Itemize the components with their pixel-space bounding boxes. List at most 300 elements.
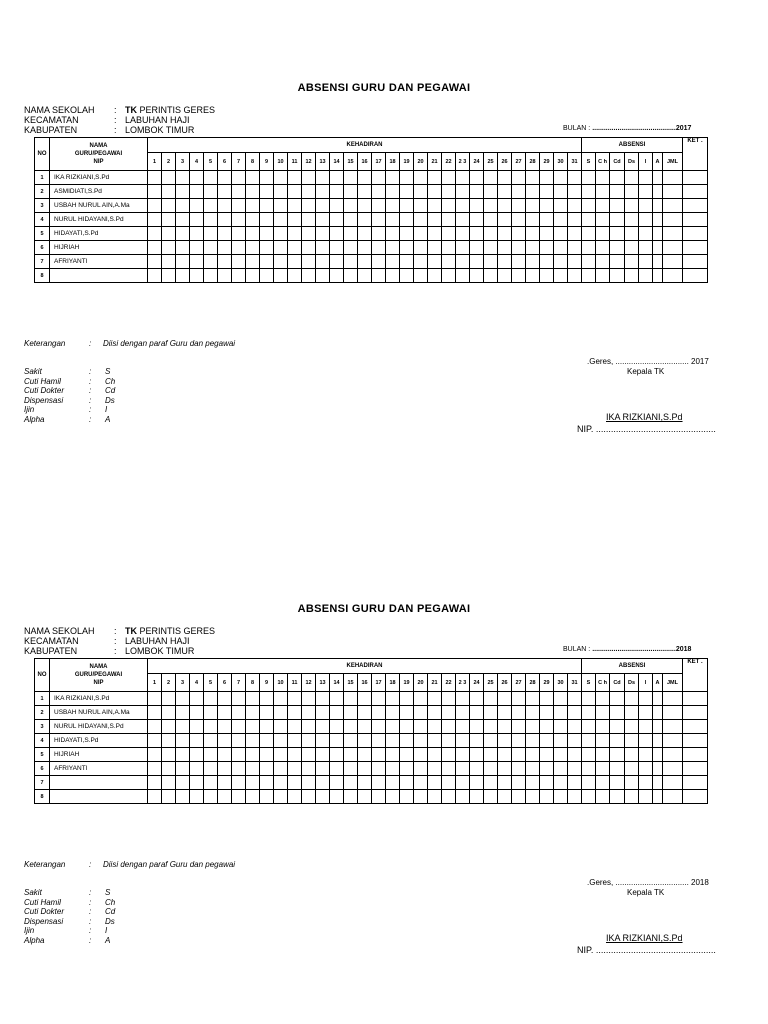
attendance-cell[interactable] xyxy=(470,255,484,269)
attendance-cell[interactable] xyxy=(400,213,414,227)
attendance-cell[interactable] xyxy=(162,748,176,762)
attendance-cell[interactable] xyxy=(344,720,358,734)
attendance-cell[interactable] xyxy=(470,227,484,241)
attendance-cell[interactable] xyxy=(344,185,358,199)
attendance-cell[interactable] xyxy=(428,255,442,269)
attendance-cell[interactable] xyxy=(625,706,639,720)
attendance-cell[interactable] xyxy=(190,241,204,255)
attendance-cell[interactable] xyxy=(344,776,358,790)
attendance-cell[interactable] xyxy=(414,692,428,706)
attendance-cell[interactable] xyxy=(218,171,232,185)
attendance-cell[interactable] xyxy=(540,706,554,720)
attendance-cell[interactable] xyxy=(302,227,316,241)
attendance-cell[interactable] xyxy=(526,185,540,199)
attendance-cell[interactable] xyxy=(372,790,386,804)
attendance-cell[interactable] xyxy=(316,692,330,706)
attendance-cell[interactable] xyxy=(372,734,386,748)
attendance-cell[interactable] xyxy=(302,213,316,227)
attendance-cell[interactable] xyxy=(554,227,568,241)
attendance-cell[interactable] xyxy=(456,171,470,185)
attendance-cell[interactable] xyxy=(554,241,568,255)
attendance-cell[interactable] xyxy=(176,706,190,720)
attendance-cell[interactable] xyxy=(442,185,456,199)
attendance-cell[interactable] xyxy=(526,255,540,269)
attendance-cell[interactable] xyxy=(683,171,708,185)
attendance-cell[interactable] xyxy=(414,227,428,241)
attendance-cell[interactable] xyxy=(372,706,386,720)
attendance-cell[interactable] xyxy=(554,213,568,227)
attendance-cell[interactable] xyxy=(456,734,470,748)
attendance-cell[interactable] xyxy=(428,762,442,776)
attendance-cell[interactable] xyxy=(148,241,162,255)
attendance-cell[interactable] xyxy=(484,227,498,241)
attendance-cell[interactable] xyxy=(358,269,372,283)
attendance-cell[interactable] xyxy=(344,255,358,269)
attendance-cell[interactable] xyxy=(274,185,288,199)
attendance-cell[interactable] xyxy=(498,171,512,185)
attendance-cell[interactable] xyxy=(568,255,582,269)
attendance-cell[interactable] xyxy=(162,255,176,269)
attendance-cell[interactable] xyxy=(663,171,683,185)
attendance-cell[interactable] xyxy=(568,213,582,227)
attendance-cell[interactable] xyxy=(344,748,358,762)
attendance-cell[interactable] xyxy=(218,269,232,283)
attendance-cell[interactable] xyxy=(498,692,512,706)
attendance-cell[interactable] xyxy=(344,227,358,241)
attendance-cell[interactable] xyxy=(470,171,484,185)
attendance-cell[interactable] xyxy=(414,776,428,790)
attendance-cell[interactable] xyxy=(498,776,512,790)
attendance-cell[interactable] xyxy=(260,748,274,762)
attendance-cell[interactable] xyxy=(526,241,540,255)
attendance-cell[interactable] xyxy=(526,748,540,762)
attendance-cell[interactable] xyxy=(498,790,512,804)
attendance-cell[interactable] xyxy=(260,241,274,255)
attendance-cell[interactable] xyxy=(358,199,372,213)
attendance-cell[interactable] xyxy=(316,255,330,269)
attendance-cell[interactable] xyxy=(540,762,554,776)
attendance-cell[interactable] xyxy=(442,171,456,185)
attendance-cell[interactable] xyxy=(260,706,274,720)
attendance-cell[interactable] xyxy=(610,706,625,720)
attendance-cell[interactable] xyxy=(414,720,428,734)
attendance-cell[interactable] xyxy=(246,762,260,776)
attendance-cell[interactable] xyxy=(358,776,372,790)
attendance-cell[interactable] xyxy=(316,199,330,213)
attendance-cell[interactable] xyxy=(442,734,456,748)
attendance-cell[interactable] xyxy=(274,255,288,269)
attendance-cell[interactable] xyxy=(288,213,302,227)
attendance-cell[interactable] xyxy=(470,748,484,762)
attendance-cell[interactable] xyxy=(176,269,190,283)
attendance-cell[interactable] xyxy=(176,748,190,762)
attendance-cell[interactable] xyxy=(442,269,456,283)
attendance-cell[interactable] xyxy=(498,227,512,241)
attendance-cell[interactable] xyxy=(554,734,568,748)
attendance-cell[interactable] xyxy=(582,213,596,227)
attendance-cell[interactable] xyxy=(176,241,190,255)
attendance-cell[interactable] xyxy=(204,241,218,255)
attendance-cell[interactable] xyxy=(372,199,386,213)
attendance-cell[interactable] xyxy=(610,776,625,790)
attendance-cell[interactable] xyxy=(683,790,708,804)
attendance-cell[interactable] xyxy=(204,776,218,790)
attendance-cell[interactable] xyxy=(260,790,274,804)
attendance-cell[interactable] xyxy=(260,255,274,269)
attendance-cell[interactable] xyxy=(414,199,428,213)
attendance-cell[interactable] xyxy=(316,720,330,734)
attendance-cell[interactable] xyxy=(190,199,204,213)
attendance-cell[interactable] xyxy=(456,706,470,720)
attendance-cell[interactable] xyxy=(442,241,456,255)
attendance-cell[interactable] xyxy=(653,734,663,748)
attendance-cell[interactable] xyxy=(663,269,683,283)
attendance-cell[interactable] xyxy=(148,213,162,227)
attendance-cell[interactable] xyxy=(414,241,428,255)
attendance-cell[interactable] xyxy=(512,790,526,804)
attendance-cell[interactable] xyxy=(288,706,302,720)
attendance-cell[interactable] xyxy=(232,227,246,241)
attendance-cell[interactable] xyxy=(344,692,358,706)
attendance-cell[interactable] xyxy=(176,734,190,748)
attendance-cell[interactable] xyxy=(456,227,470,241)
attendance-cell[interactable] xyxy=(176,790,190,804)
attendance-cell[interactable] xyxy=(663,241,683,255)
attendance-cell[interactable] xyxy=(498,734,512,748)
attendance-cell[interactable] xyxy=(176,213,190,227)
attendance-cell[interactable] xyxy=(274,692,288,706)
attendance-cell[interactable] xyxy=(512,776,526,790)
attendance-cell[interactable] xyxy=(456,241,470,255)
attendance-cell[interactable] xyxy=(582,227,596,241)
attendance-cell[interactable] xyxy=(246,734,260,748)
attendance-cell[interactable] xyxy=(302,720,316,734)
attendance-cell[interactable] xyxy=(358,790,372,804)
attendance-cell[interactable] xyxy=(470,720,484,734)
attendance-cell[interactable] xyxy=(456,748,470,762)
attendance-cell[interactable] xyxy=(512,227,526,241)
attendance-cell[interactable] xyxy=(288,692,302,706)
attendance-cell[interactable] xyxy=(540,790,554,804)
attendance-cell[interactable] xyxy=(568,185,582,199)
attendance-cell[interactable] xyxy=(176,185,190,199)
attendance-cell[interactable] xyxy=(568,706,582,720)
attendance-cell[interactable] xyxy=(260,720,274,734)
attendance-cell[interactable] xyxy=(526,776,540,790)
attendance-cell[interactable] xyxy=(639,227,653,241)
attendance-cell[interactable] xyxy=(260,227,274,241)
attendance-cell[interactable] xyxy=(526,734,540,748)
attendance-cell[interactable] xyxy=(204,171,218,185)
attendance-cell[interactable] xyxy=(639,706,653,720)
attendance-cell[interactable] xyxy=(610,171,625,185)
attendance-cell[interactable] xyxy=(484,255,498,269)
attendance-cell[interactable] xyxy=(582,776,596,790)
attendance-cell[interactable] xyxy=(344,762,358,776)
attendance-cell[interactable] xyxy=(274,171,288,185)
attendance-cell[interactable] xyxy=(274,227,288,241)
attendance-cell[interactable] xyxy=(316,185,330,199)
attendance-cell[interactable] xyxy=(162,692,176,706)
attendance-cell[interactable] xyxy=(148,255,162,269)
attendance-cell[interactable] xyxy=(400,748,414,762)
attendance-cell[interactable] xyxy=(470,692,484,706)
attendance-cell[interactable] xyxy=(162,734,176,748)
attendance-cell[interactable] xyxy=(639,269,653,283)
attendance-cell[interactable] xyxy=(162,213,176,227)
attendance-cell[interactable] xyxy=(512,171,526,185)
attendance-cell[interactable] xyxy=(176,776,190,790)
attendance-cell[interactable] xyxy=(653,790,663,804)
attendance-cell[interactable] xyxy=(639,199,653,213)
attendance-cell[interactable] xyxy=(596,692,610,706)
attendance-cell[interactable] xyxy=(456,185,470,199)
attendance-cell[interactable] xyxy=(456,692,470,706)
attendance-cell[interactable] xyxy=(653,748,663,762)
attendance-cell[interactable] xyxy=(470,269,484,283)
attendance-cell[interactable] xyxy=(302,185,316,199)
attendance-cell[interactable] xyxy=(344,213,358,227)
attendance-cell[interactable] xyxy=(372,748,386,762)
attendance-cell[interactable] xyxy=(663,255,683,269)
attendance-cell[interactable] xyxy=(456,790,470,804)
attendance-cell[interactable] xyxy=(428,199,442,213)
attendance-cell[interactable] xyxy=(232,790,246,804)
attendance-cell[interactable] xyxy=(386,171,400,185)
attendance-cell[interactable] xyxy=(625,720,639,734)
attendance-cell[interactable] xyxy=(190,776,204,790)
attendance-cell[interactable] xyxy=(596,199,610,213)
attendance-cell[interactable] xyxy=(540,748,554,762)
attendance-cell[interactable] xyxy=(400,720,414,734)
attendance-cell[interactable] xyxy=(330,213,344,227)
attendance-cell[interactable] xyxy=(162,706,176,720)
attendance-cell[interactable] xyxy=(288,199,302,213)
attendance-cell[interactable] xyxy=(568,720,582,734)
attendance-cell[interactable] xyxy=(470,706,484,720)
attendance-cell[interactable] xyxy=(596,762,610,776)
attendance-cell[interactable] xyxy=(274,748,288,762)
attendance-cell[interactable] xyxy=(204,790,218,804)
attendance-cell[interactable] xyxy=(288,171,302,185)
attendance-cell[interactable] xyxy=(625,692,639,706)
attendance-cell[interactable] xyxy=(162,790,176,804)
attendance-cell[interactable] xyxy=(639,255,653,269)
attendance-cell[interactable] xyxy=(246,790,260,804)
attendance-cell[interactable] xyxy=(260,776,274,790)
attendance-cell[interactable] xyxy=(512,255,526,269)
attendance-cell[interactable] xyxy=(484,706,498,720)
attendance-cell[interactable] xyxy=(414,255,428,269)
attendance-cell[interactable] xyxy=(596,241,610,255)
attendance-cell[interactable] xyxy=(568,790,582,804)
attendance-cell[interactable] xyxy=(653,762,663,776)
attendance-cell[interactable] xyxy=(232,706,246,720)
attendance-cell[interactable] xyxy=(568,171,582,185)
attendance-cell[interactable] xyxy=(414,734,428,748)
attendance-cell[interactable] xyxy=(456,762,470,776)
attendance-cell[interactable] xyxy=(148,199,162,213)
attendance-cell[interactable] xyxy=(582,241,596,255)
attendance-cell[interactable] xyxy=(148,227,162,241)
attendance-cell[interactable] xyxy=(316,241,330,255)
attendance-cell[interactable] xyxy=(358,734,372,748)
attendance-cell[interactable] xyxy=(302,706,316,720)
attendance-cell[interactable] xyxy=(176,199,190,213)
attendance-cell[interactable] xyxy=(498,255,512,269)
attendance-cell[interactable] xyxy=(512,241,526,255)
attendance-cell[interactable] xyxy=(610,720,625,734)
attendance-cell[interactable] xyxy=(358,720,372,734)
attendance-cell[interactable] xyxy=(596,185,610,199)
attendance-cell[interactable] xyxy=(470,241,484,255)
attendance-cell[interactable] xyxy=(484,199,498,213)
attendance-cell[interactable] xyxy=(582,692,596,706)
attendance-cell[interactable] xyxy=(442,720,456,734)
attendance-cell[interactable] xyxy=(484,776,498,790)
attendance-cell[interactable] xyxy=(330,734,344,748)
attendance-cell[interactable] xyxy=(498,241,512,255)
attendance-cell[interactable] xyxy=(554,185,568,199)
attendance-cell[interactable] xyxy=(246,706,260,720)
attendance-cell[interactable] xyxy=(683,269,708,283)
attendance-cell[interactable] xyxy=(176,171,190,185)
attendance-cell[interactable] xyxy=(582,171,596,185)
attendance-cell[interactable] xyxy=(386,706,400,720)
attendance-cell[interactable] xyxy=(260,171,274,185)
attendance-cell[interactable] xyxy=(625,171,639,185)
attendance-cell[interactable] xyxy=(484,241,498,255)
attendance-cell[interactable] xyxy=(653,269,663,283)
attendance-cell[interactable] xyxy=(526,720,540,734)
attendance-cell[interactable] xyxy=(470,734,484,748)
attendance-cell[interactable] xyxy=(288,762,302,776)
attendance-cell[interactable] xyxy=(414,269,428,283)
attendance-cell[interactable] xyxy=(568,776,582,790)
attendance-cell[interactable] xyxy=(625,748,639,762)
attendance-cell[interactable] xyxy=(302,269,316,283)
attendance-cell[interactable] xyxy=(190,255,204,269)
attendance-cell[interactable] xyxy=(344,171,358,185)
attendance-cell[interactable] xyxy=(540,255,554,269)
attendance-cell[interactable] xyxy=(344,269,358,283)
attendance-cell[interactable] xyxy=(176,227,190,241)
attendance-cell[interactable] xyxy=(274,269,288,283)
attendance-cell[interactable] xyxy=(344,734,358,748)
attendance-cell[interactable] xyxy=(540,185,554,199)
attendance-cell[interactable] xyxy=(400,269,414,283)
attendance-cell[interactable] xyxy=(190,227,204,241)
attendance-cell[interactable] xyxy=(386,734,400,748)
attendance-cell[interactable] xyxy=(653,213,663,227)
attendance-cell[interactable] xyxy=(442,706,456,720)
attendance-cell[interactable] xyxy=(582,255,596,269)
attendance-cell[interactable] xyxy=(246,692,260,706)
attendance-cell[interactable] xyxy=(683,692,708,706)
attendance-cell[interactable] xyxy=(663,706,683,720)
attendance-cell[interactable] xyxy=(663,762,683,776)
attendance-cell[interactable] xyxy=(162,269,176,283)
attendance-cell[interactable] xyxy=(470,762,484,776)
attendance-cell[interactable] xyxy=(260,269,274,283)
attendance-cell[interactable] xyxy=(190,692,204,706)
attendance-cell[interactable] xyxy=(610,255,625,269)
attendance-cell[interactable] xyxy=(190,213,204,227)
attendance-cell[interactable] xyxy=(456,213,470,227)
attendance-cell[interactable] xyxy=(232,748,246,762)
attendance-cell[interactable] xyxy=(540,269,554,283)
attendance-cell[interactable] xyxy=(400,692,414,706)
attendance-cell[interactable] xyxy=(470,199,484,213)
attendance-cell[interactable] xyxy=(428,171,442,185)
attendance-cell[interactable] xyxy=(218,241,232,255)
attendance-cell[interactable] xyxy=(554,790,568,804)
attendance-cell[interactable] xyxy=(526,227,540,241)
attendance-cell[interactable] xyxy=(246,241,260,255)
attendance-cell[interactable] xyxy=(540,241,554,255)
attendance-cell[interactable] xyxy=(190,748,204,762)
attendance-cell[interactable] xyxy=(218,706,232,720)
attendance-cell[interactable] xyxy=(274,776,288,790)
attendance-cell[interactable] xyxy=(470,776,484,790)
attendance-cell[interactable] xyxy=(512,734,526,748)
attendance-cell[interactable] xyxy=(484,762,498,776)
attendance-cell[interactable] xyxy=(162,241,176,255)
attendance-cell[interactable] xyxy=(232,213,246,227)
attendance-cell[interactable] xyxy=(316,762,330,776)
attendance-cell[interactable] xyxy=(288,227,302,241)
attendance-cell[interactable] xyxy=(372,269,386,283)
attendance-cell[interactable] xyxy=(554,692,568,706)
attendance-cell[interactable] xyxy=(288,185,302,199)
attendance-cell[interactable] xyxy=(498,706,512,720)
attendance-cell[interactable] xyxy=(512,269,526,283)
attendance-cell[interactable] xyxy=(554,762,568,776)
attendance-cell[interactable] xyxy=(625,199,639,213)
attendance-cell[interactable] xyxy=(442,790,456,804)
attendance-cell[interactable] xyxy=(260,734,274,748)
attendance-cell[interactable] xyxy=(372,720,386,734)
attendance-cell[interactable] xyxy=(190,269,204,283)
attendance-cell[interactable] xyxy=(625,185,639,199)
attendance-cell[interactable] xyxy=(639,692,653,706)
attendance-cell[interactable] xyxy=(639,720,653,734)
attendance-cell[interactable] xyxy=(610,269,625,283)
attendance-cell[interactable] xyxy=(683,255,708,269)
attendance-cell[interactable] xyxy=(372,776,386,790)
attendance-cell[interactable] xyxy=(330,255,344,269)
attendance-cell[interactable] xyxy=(330,199,344,213)
attendance-cell[interactable] xyxy=(218,776,232,790)
attendance-cell[interactable] xyxy=(484,171,498,185)
attendance-cell[interactable] xyxy=(484,720,498,734)
attendance-cell[interactable] xyxy=(176,720,190,734)
attendance-cell[interactable] xyxy=(512,213,526,227)
attendance-cell[interactable] xyxy=(274,720,288,734)
attendance-cell[interactable] xyxy=(260,199,274,213)
attendance-cell[interactable] xyxy=(232,199,246,213)
attendance-cell[interactable] xyxy=(274,790,288,804)
attendance-cell[interactable] xyxy=(204,255,218,269)
attendance-cell[interactable] xyxy=(302,199,316,213)
attendance-cell[interactable] xyxy=(470,790,484,804)
attendance-cell[interactable] xyxy=(442,199,456,213)
attendance-cell[interactable] xyxy=(400,255,414,269)
attendance-cell[interactable] xyxy=(302,748,316,762)
attendance-cell[interactable] xyxy=(540,776,554,790)
attendance-cell[interactable] xyxy=(316,269,330,283)
attendance-cell[interactable] xyxy=(663,720,683,734)
